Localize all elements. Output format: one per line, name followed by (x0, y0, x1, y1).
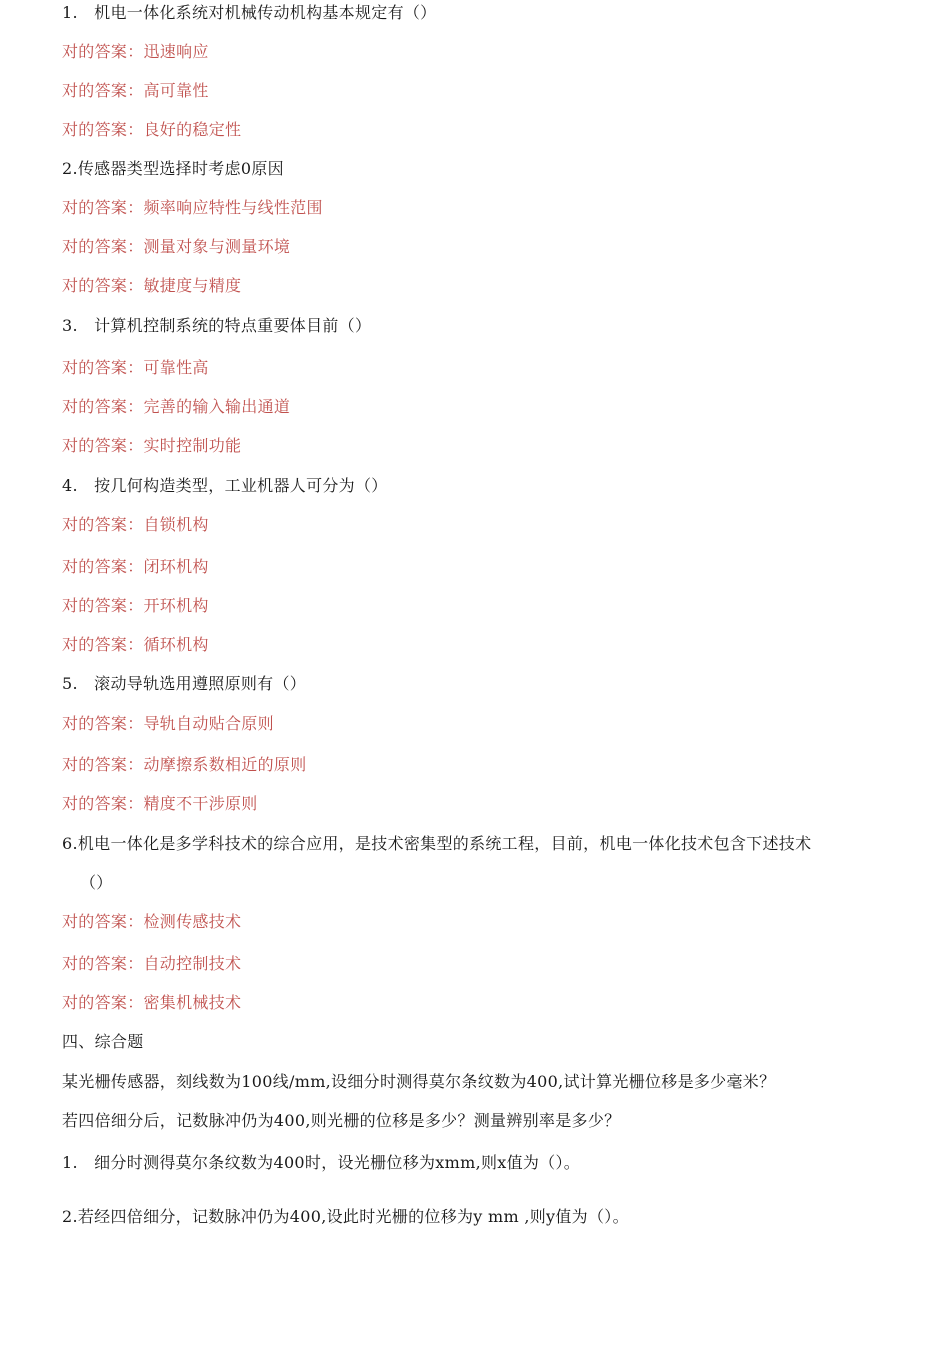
sub-question-1: 1. 细分时测得莫尔条纹数为400时，设光栅位移为xmm,则x值为（）。 (62, 1153, 581, 1172)
answer-5-2: 对的答案：动摩擦系数相近的原则 (62, 755, 307, 774)
answer-2-1: 对的答案：频率响应特性与线性范围 (62, 198, 323, 217)
problem-paragraph-1: 某光栅传感器，刻线数为100线/mm,设细分时测得莫尔条纹数为400,试计算光栅位移是多少毫米？ (62, 1072, 776, 1091)
question-3: 3. 计算机控制系统的特点重要体目前（） (62, 316, 372, 335)
answer-5-1: 对的答案：导轨自动贴合原则 (62, 714, 274, 733)
section-heading: 四、综合题 (62, 1032, 144, 1051)
answer-3-3: 对的答案：实时控制功能 (62, 436, 242, 455)
question-4: 4. 按几何构造类型，工业机器人可分为（） (62, 476, 388, 495)
answer-3-2: 对的答案：完善的输入输出通道 (62, 397, 291, 416)
question-2: 2.传感器类型选择时考虑0原因 (62, 159, 284, 178)
answer-5-3: 对的答案：精度不干涉原则 (62, 794, 258, 813)
answer-4-1: 对的答案：自锁机构 (62, 515, 209, 534)
answer-1-2: 对的答案：高可靠性 (62, 81, 209, 100)
question-1: 1. 机电一体化系统对机械传动机构基本规定有（） (62, 3, 437, 22)
question-6: 6.机电一体化是多学科技术的综合应用，是技术密集型的系统工程，目前，机电一体化技术包含下述技术 (62, 834, 812, 853)
sub-question-2: 2.若经四倍细分，记数脉冲仍为400,设此时光栅的位移为y mm ,则y值为（）。 (62, 1207, 629, 1226)
answer-2-2: 对的答案：测量对象与测量环境 (62, 237, 291, 256)
question-6-continuation: （） (80, 873, 113, 892)
answer-4-4: 对的答案：循环机构 (62, 635, 209, 654)
answer-1-3: 对的答案：良好的稳定性 (62, 120, 242, 139)
answer-4-3: 对的答案：开环机构 (62, 596, 209, 615)
answer-4-2: 对的答案：闭环机构 (62, 557, 209, 576)
answer-1-1: 对的答案：迅速响应 (62, 42, 209, 61)
question-5: 5. 滚动导轨选用遵照原则有（） (62, 674, 307, 693)
answer-6-1: 对的答案：检测传感技术 (62, 912, 242, 931)
answer-6-2: 对的答案：自动控制技术 (62, 954, 242, 973)
answer-6-3: 对的答案：密集机械技术 (62, 993, 242, 1012)
answer-2-3: 对的答案：敏捷度与精度 (62, 276, 242, 295)
problem-paragraph-2: 若四倍细分后，记数脉冲仍为400,则光栅的位移是多少？测量辨别率是多少？ (62, 1111, 621, 1130)
answer-3-1: 对的答案：可靠性高 (62, 358, 209, 377)
